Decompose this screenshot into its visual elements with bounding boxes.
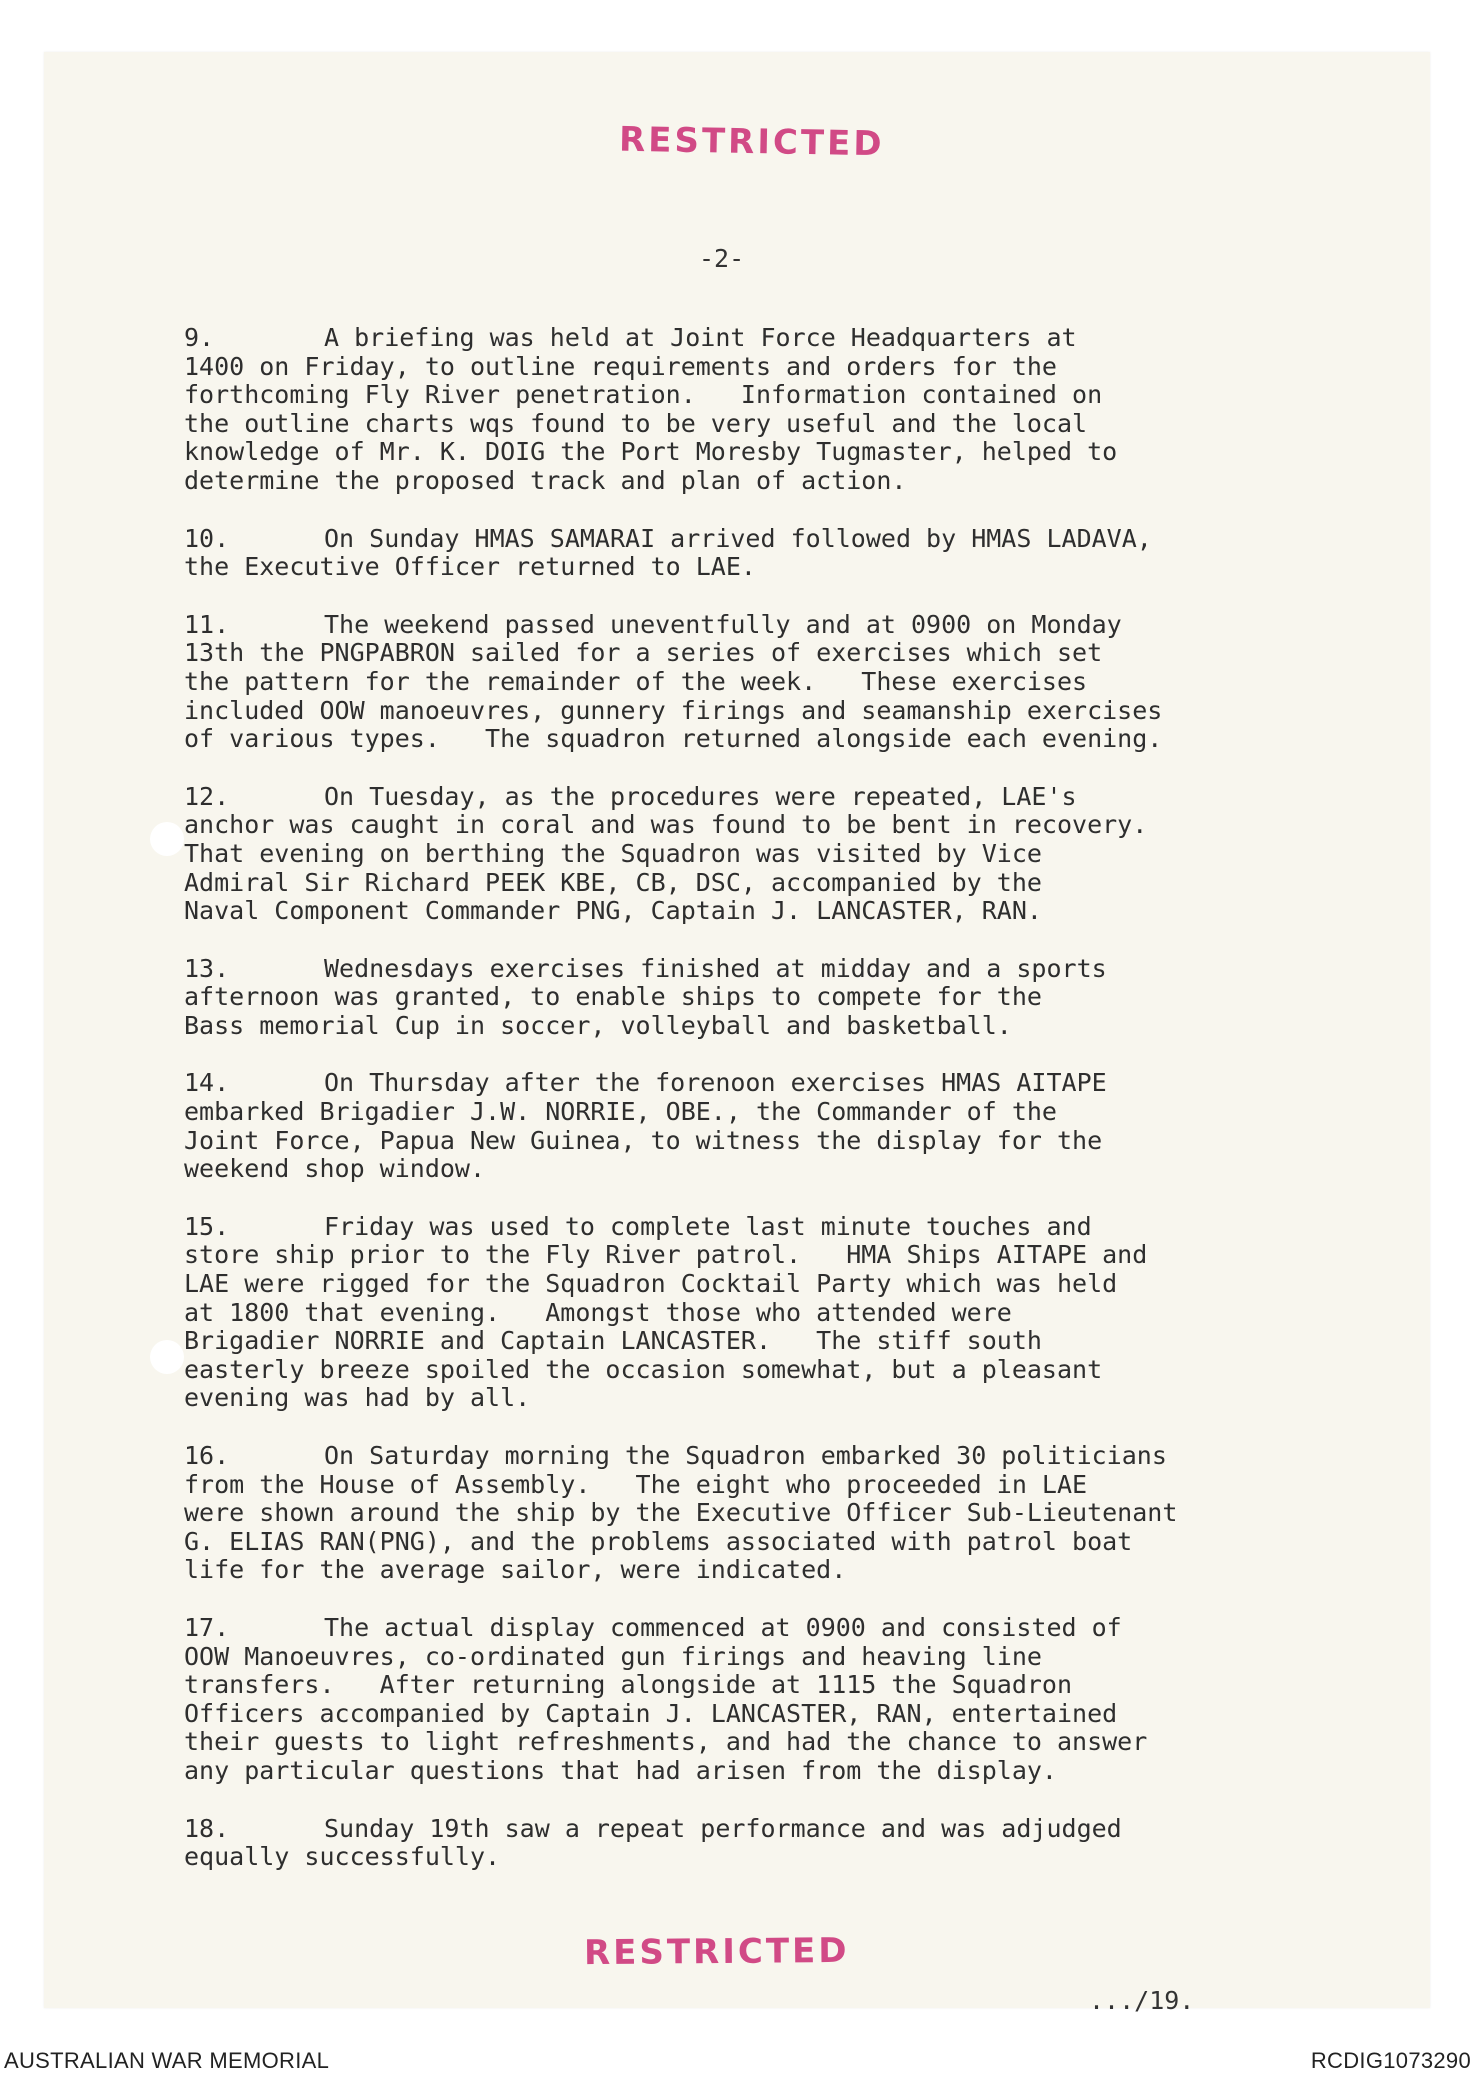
footer-id: RCDIG1073290	[1310, 2048, 1471, 2073]
paragraph-text: On Thursday after the forenoon exercises HMAS AITAPE embarked Brigadier J.W. NORRIE, OBE., the Commander of the Joint Force, Papua New Guinea, to witness the display for the weekend shop window.	[184, 1068, 1107, 1184]
paragraph-text: Sunday 19th saw a repeat performance and was adjudged equally successfully.	[184, 1813, 1122, 1872]
paragraph-number: 17.	[184, 1612, 230, 1642]
paragraph-14	[184, 1069, 1334, 1183]
document-body	[184, 324, 1334, 1901]
paragraph-13	[184, 955, 1334, 1041]
paragraph-17	[184, 1614, 1334, 1786]
paragraph-16	[184, 1442, 1334, 1585]
paragraph-number: 10.	[184, 523, 230, 553]
punch-hole	[150, 1340, 184, 1374]
paragraph-number: 14.	[184, 1068, 230, 1098]
page-number: -2-	[699, 244, 745, 273]
punch-hole	[150, 822, 184, 856]
restricted-stamp-top: RESTRICTED	[618, 119, 885, 165]
paragraph-number: 11.	[184, 609, 230, 639]
paragraph-9	[184, 324, 1334, 496]
paragraph-text: The weekend passed uneventfully and at 0900 on Monday 13th the PNGPABRON sailed for a series of exercises which set the pattern for the remainder of the week. These exercises included OOW manoeuvres, gunnery firings and seamanship exercises of various types. The squadron returned alongside each evening.	[184, 609, 1163, 754]
paragraph-text: On Sunday HMAS SAMARAI arrived followed by HMAS LADAVA, the Executive Officer returned to LAE.	[184, 523, 1152, 582]
paragraph-number: 18.	[184, 1813, 230, 1843]
paragraph-18	[184, 1815, 1334, 1872]
paragraph-number: 16.	[184, 1441, 230, 1470]
paragraph-number: 12.	[184, 781, 230, 811]
catchword: .../19.	[1089, 1986, 1195, 2015]
paragraph-15	[184, 1213, 1334, 1413]
paragraph-10	[184, 525, 1334, 582]
paragraph-text: A briefing was held at Joint Force Headquarters at 1400 on Friday, to outline requirements and orders for the forthcoming Fly River penetration. Information contained on the outline charts wqs found to be very useful and the local knowledge of Mr. K. DOIG the Port Moresby Tugmaster, helped to determine the proposed track and plan of action.	[184, 323, 1118, 495]
paragraph-12	[184, 783, 1334, 926]
restricted-stamp-bottom: RESTRICTED	[583, 1930, 850, 1974]
paragraph-number: 15.	[184, 1211, 230, 1241]
paragraph-text: Wednesdays exercises finished at midday and a sports afternoon was granted, to enable ships to compete for the Bass memorial Cup in soccer, volleyball and basketball.	[184, 953, 1107, 1040]
paragraph-number: 9.	[184, 323, 215, 352]
paragraph-text: On Saturday morning the Squadron embarked 30 politicians from the House of Assembly. The eight who proceeded in LAE were shown around the ship by the Executive Officer Sub-Lieutenant G. ELIAS RAN(PNG), and the problems associated with patrol boat life for the average sailor, were indicated.	[184, 1441, 1178, 1585]
paragraph-text: Friday was used to complete last minute touches and store ship prior to the Fly River patrol. HMA Ships AITAPE and LAE were rigged for the Squadron Cocktail Party which was held at 1800 that evening. Amongst those who attended were Brigadier NORRIE and Captain LANCASTER. The stiff south easterly breeze spoiled the occasion somewhat, but a pleasant evening was had by all.	[184, 1211, 1148, 1413]
footer-source: AUSTRALIAN WAR MEMORIAL	[4, 2048, 330, 2073]
paragraph-text: On Tuesday, as the procedures were repeated, LAE's anchor was caught in coral and was found to be bent in recovery. That evening on berthing the Squadron was visited by Vice Admiral Sir Richard PEEK KBE, CB, DSC, accompanied by the Naval Component Commander PNG, Captain J. LANCASTER, RAN.	[184, 781, 1148, 926]
paragraph-11	[184, 611, 1334, 754]
paragraph-number: 13.	[184, 953, 230, 983]
document-page	[44, 52, 1430, 2015]
paragraph-text: The actual display commenced at 0900 and consisted of OOW Manoeuvres, co-ordinated gun firings and heaving line transfers. After returning alongside at 1115 the Squadron Officers accompanied by Captain J. LANCASTER, RAN, entertained their guests to light refreshments, and had the chance to answer any particular questions that had arisen from the display.	[184, 1612, 1148, 1785]
